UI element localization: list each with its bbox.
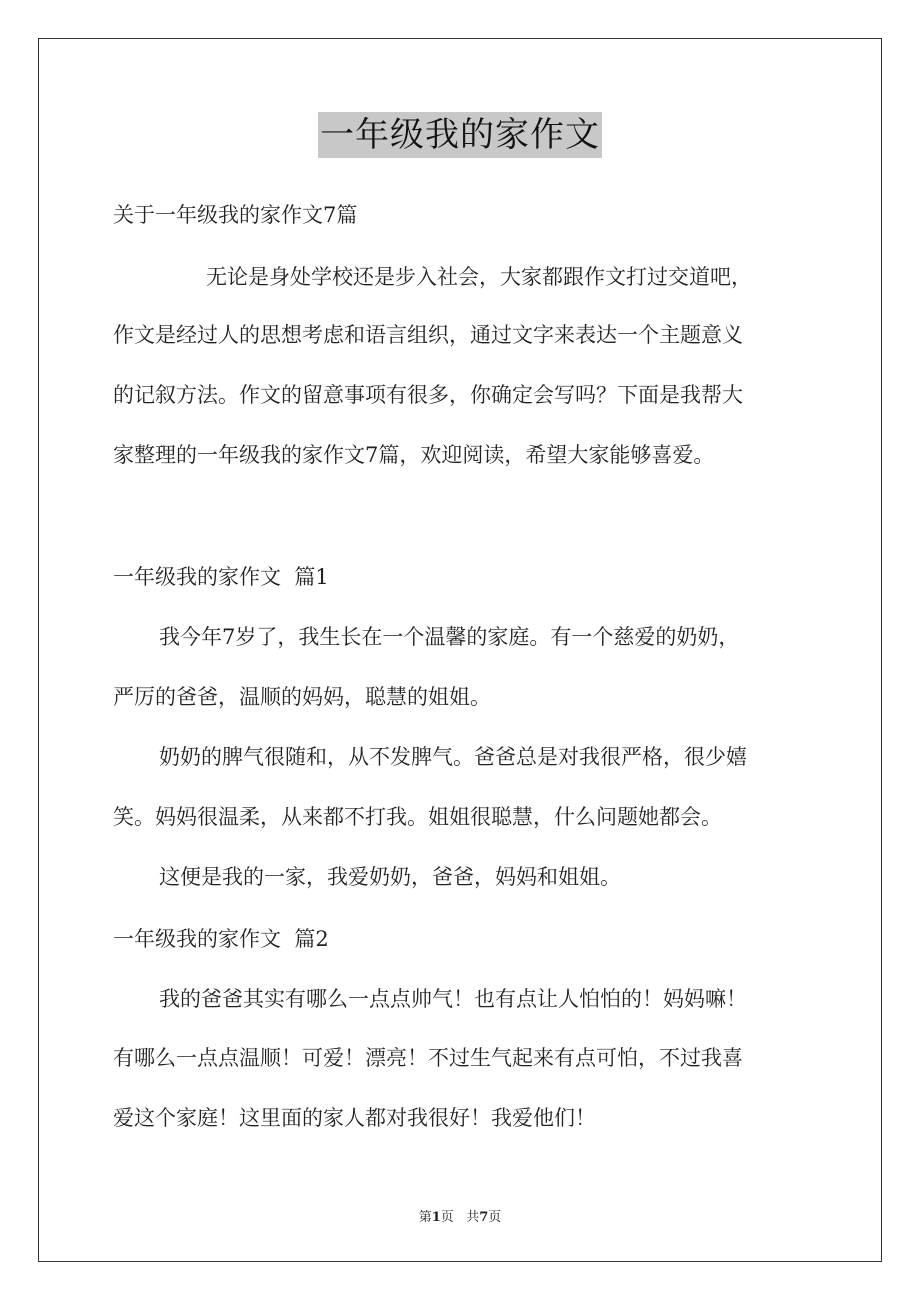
section-1-p2-line-1: 奶奶的脾气很随和，从不发脾气。爸爸总是对我很严格，很少嬉	[159, 745, 747, 769]
page-total: 7	[479, 1210, 489, 1225]
total-prefix: 共	[466, 1210, 480, 1225]
section-1-p3-line-1: 这便是我的一家，我爱奶奶，爸爸，妈妈和姐姐。	[159, 865, 621, 889]
page-current: 1	[431, 1210, 441, 1225]
section-1-p1-line-1: 我今年7岁了，我生长在一个温馨的家庭。有一个慈爱的奶奶，	[159, 625, 740, 649]
total-suffix: 页	[488, 1210, 502, 1225]
section-1-p2-line-2: 笑。妈妈很温柔，从来都不打我。姐姐很聪慧，什么问题她都会。	[113, 805, 722, 829]
page-suffix: 页	[440, 1210, 454, 1225]
page-prefix: 第	[418, 1210, 432, 1225]
section-1-p1-line-2: 严厉的爸爸，温顺的妈妈，聪慧的姐姐。	[113, 685, 491, 709]
document-title: 一年级我的家作文	[318, 112, 602, 158]
intro-line-3: 的记叙方法。作文的留意事项有很多，你确定会写吗？下面是我帮大	[113, 383, 743, 407]
section-2-p1-line-3: 爱这个家庭！这里面的家人都对我很好！我爱他们！	[113, 1106, 596, 1130]
document-subtitle: 关于一年级我的家作文7篇	[113, 203, 358, 227]
section-2-p1-line-1: 我的爸爸其实有哪么一点点帅气！也有点让人怕怕的！妈妈嘛！	[159, 987, 747, 1011]
section-2-p1-line-2: 有哪么一点点温顺！可爱！漂亮！不过生气起来有点可怕，不过我喜	[113, 1046, 743, 1070]
section-1-heading: 一年级我的家作文 篇1	[113, 565, 329, 589]
page-footer	[0, 1206, 920, 1225]
section-2-heading: 一年级我的家作文 篇2	[113, 927, 329, 951]
intro-line-4: 家整理的一年级我的家作文7篇，欢迎阅读，希望大家能够喜爱。	[113, 443, 715, 467]
intro-line-1: 无论是身处学校还是步入社会，大家都跟作文打过交道吧，	[206, 265, 752, 289]
title-wrap	[0, 112, 920, 158]
intro-line-2: 作文是经过人的思想考虑和语言组织，通过文字来表达一个主题意义	[113, 323, 743, 347]
